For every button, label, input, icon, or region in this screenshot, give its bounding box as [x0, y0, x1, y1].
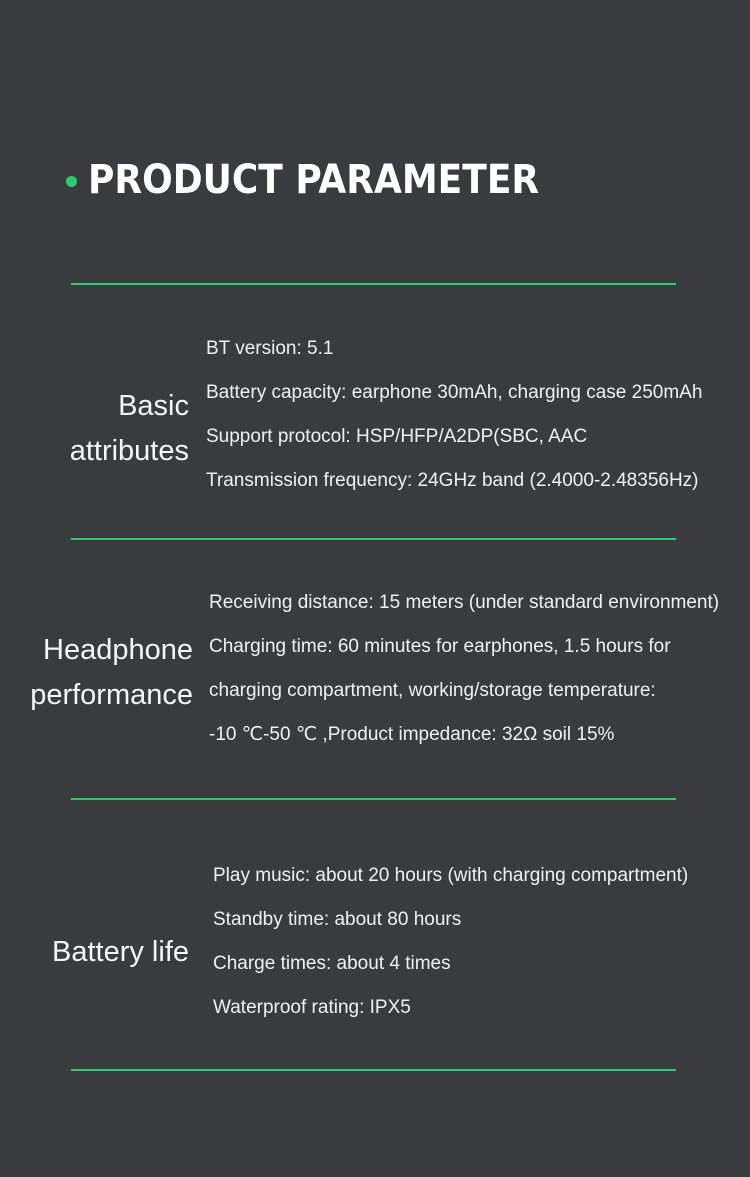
spec-list-basic-attributes: [206, 327, 702, 503]
spec-item: Receiving distance: 15 meters (under standard environment): [209, 592, 720, 613]
section-label-line: attributes: [69, 435, 189, 467]
section-label-basic-attributes: [70, 384, 189, 474]
divider-2: [71, 798, 676, 800]
spec-item: Transmission frequency: 24GHz band (2.4000-2.48356Hz): [206, 470, 699, 491]
spec-item: Play music: about 20 hours (with charging compartment): [213, 865, 689, 886]
spec-item: Waterproof rating: IPX5: [213, 997, 411, 1018]
divider-1: [71, 538, 676, 540]
spec-item: Charging time: 60 minutes for earphones, 1.5 hours for: [209, 636, 671, 657]
divider-top: [71, 283, 676, 285]
page-title: PRODUCT PARAMETER: [88, 157, 540, 203]
section-label-headphone-performance: [30, 628, 193, 718]
spec-item: Standby time: about 80 hours: [213, 909, 462, 930]
spec-item: Battery capacity: earphone 30mAh, charging case 250mAh: [206, 382, 703, 403]
spec-list-headphone-performance: [209, 581, 719, 757]
section-label-line: Headphone: [43, 634, 193, 666]
page-heading: [66, 150, 589, 210]
section-label-line: Basic: [118, 390, 189, 422]
section-label-line: performance: [30, 679, 193, 711]
section-label-line: Battery life: [52, 936, 189, 968]
green-bullet-icon: [66, 176, 77, 187]
divider-bottom: [71, 1069, 676, 1071]
spec-item: charging compartment, working/storage temperature:: [209, 680, 656, 701]
section-label-battery-life: [52, 930, 189, 975]
spec-item: -10 ℃-50 ℃ ,Product impedance: 32Ω soil 15%: [209, 724, 615, 745]
spec-list-battery-life: [213, 854, 688, 1030]
spec-item: Support protocol: HSP/HFP/A2DP(SBC, AAC: [206, 426, 588, 447]
spec-item: Charge times: about 4 times: [213, 953, 451, 974]
spec-item: BT version: 5.1: [206, 338, 334, 359]
